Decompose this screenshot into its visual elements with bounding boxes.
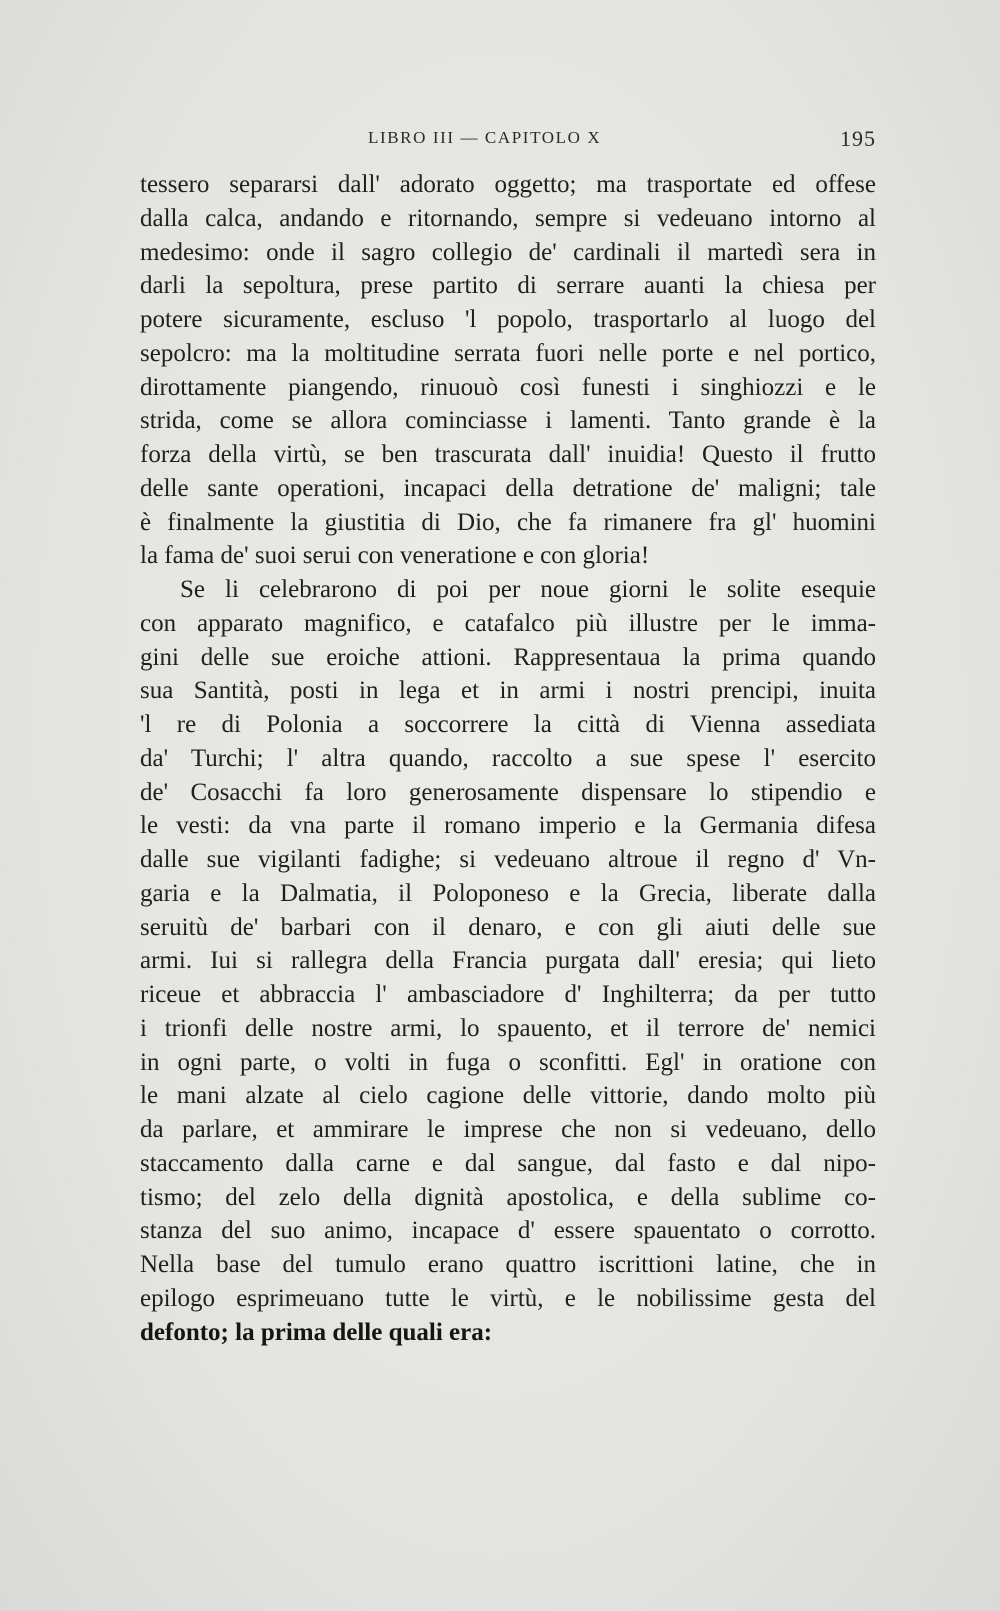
text-line: potere sicuramente, escluso 'l popolo, trasportarlo al luogo del xyxy=(140,306,876,333)
text-line: armi. Iui si rallegra della Francia purgata dall' eresia; qui lieto xyxy=(140,947,876,975)
text-line: sepolcro: ma la moltitudine serrata fuori nelle porte e nel portico, xyxy=(140,339,876,367)
text-line: da parlare, et ammirare le imprese che non si vedeuano, dello xyxy=(140,1116,876,1143)
text-line: seruitù de' barbari con il denaro, e con gli aiuti delle sue xyxy=(140,913,876,941)
text-line: riceue et abbraccia l' ambasciadore d' Inghilterra; da per tutto xyxy=(140,981,876,1008)
text-line: le vesti: da vna parte il romano imperio e la Germania difesa xyxy=(140,812,876,840)
text-line: garia e la Dalmatia, il Poloponeso e la Grecia, liberate dalla xyxy=(140,879,876,907)
text-line: la fama de' suoi serui con veneratione e con gloria! xyxy=(140,542,650,570)
text-line: è finalmente la giustitia di Dio, che fa rimanere fra gl' huomini xyxy=(140,508,876,536)
text-line: de' Cosacchi fa loro generosamente dispensare lo stipendio e xyxy=(140,778,876,806)
text-line: sua Santità, posti in lega et in armi i nostri prencipi, inuita xyxy=(140,677,876,705)
text-line: con apparato magnifico, e catafalco più illustre per le imma- xyxy=(140,609,876,637)
text-line: tismo; del zelo della dignità apostolica, e della sublime co- xyxy=(140,1183,876,1211)
text-line: epilogo esprimeuano tutte le virtù, e le nobilissime gesta del xyxy=(140,1284,876,1312)
text-line: 'l re di Polonia a soccorrere la città di Vienna assediata xyxy=(140,711,876,738)
text-line: dirottamente piangendo, rinuouò così funesti i singhiozzi e le xyxy=(140,373,876,401)
text-line: dalle sue vigilanti fadighe; si vedeuano altroue il regno d' Vn- xyxy=(140,846,876,873)
text-line: dalla calca, andando e ritornando, sempre si vedeuano intorno al xyxy=(140,204,876,232)
running-title: LIBRO III — CAPITOLO X xyxy=(368,128,602,147)
text-line: gini delle sue eroiche attioni. Rappresentaua la prima quando xyxy=(140,643,876,671)
text-line: delle sante operationi, incapaci della detratione de' maligni; tale xyxy=(140,474,876,502)
text-line: medesimo: onde il sagro collegio de' cardinali il martedì sera in xyxy=(140,238,876,266)
body-text xyxy=(140,168,876,1349)
text-line: le mani alzate al cielo cagione delle vittorie, dando molto più xyxy=(140,1082,876,1110)
text-line: i trionfi delle nostre armi, lo spauento, et il terrore de' nemici xyxy=(140,1014,876,1042)
text-line: Se li celebrarono di poi per noue giorni le solite esequie xyxy=(180,576,876,603)
text-line: in ogni parte, o volti in fuga o sconfitti. Egl' in oratione con xyxy=(140,1048,876,1076)
running-head xyxy=(140,128,876,158)
text-line: defonto; la prima delle quali era: xyxy=(140,1318,493,1346)
text-line: strida, come se allora cominciasse i lamenti. Tanto grande è la xyxy=(140,407,876,435)
text-line: da' Turchi; l' altra quando, raccolto a sue spese l' esercito xyxy=(140,744,876,772)
text-line: Nella base del tumulo erano quattro iscrittioni latine, che in xyxy=(140,1251,876,1278)
text-line: darli la sepoltura, prese partito di serrare auanti la chiesa per xyxy=(140,272,876,300)
text-line: stanza del suo animo, incapace d' essere spauentato o corrotto. xyxy=(140,1217,876,1245)
text-line: staccamento dalla carne e dal sangue, dal fasto e dal nipo- xyxy=(140,1149,876,1177)
text-line: forza della virtù, se ben trascurata dall' inuidia! Questo il frutto xyxy=(140,441,876,468)
page-number: 195 xyxy=(840,126,876,151)
text-line: tessero separarsi dall' adorato oggetto; ma trasportate ed offese xyxy=(140,171,876,198)
